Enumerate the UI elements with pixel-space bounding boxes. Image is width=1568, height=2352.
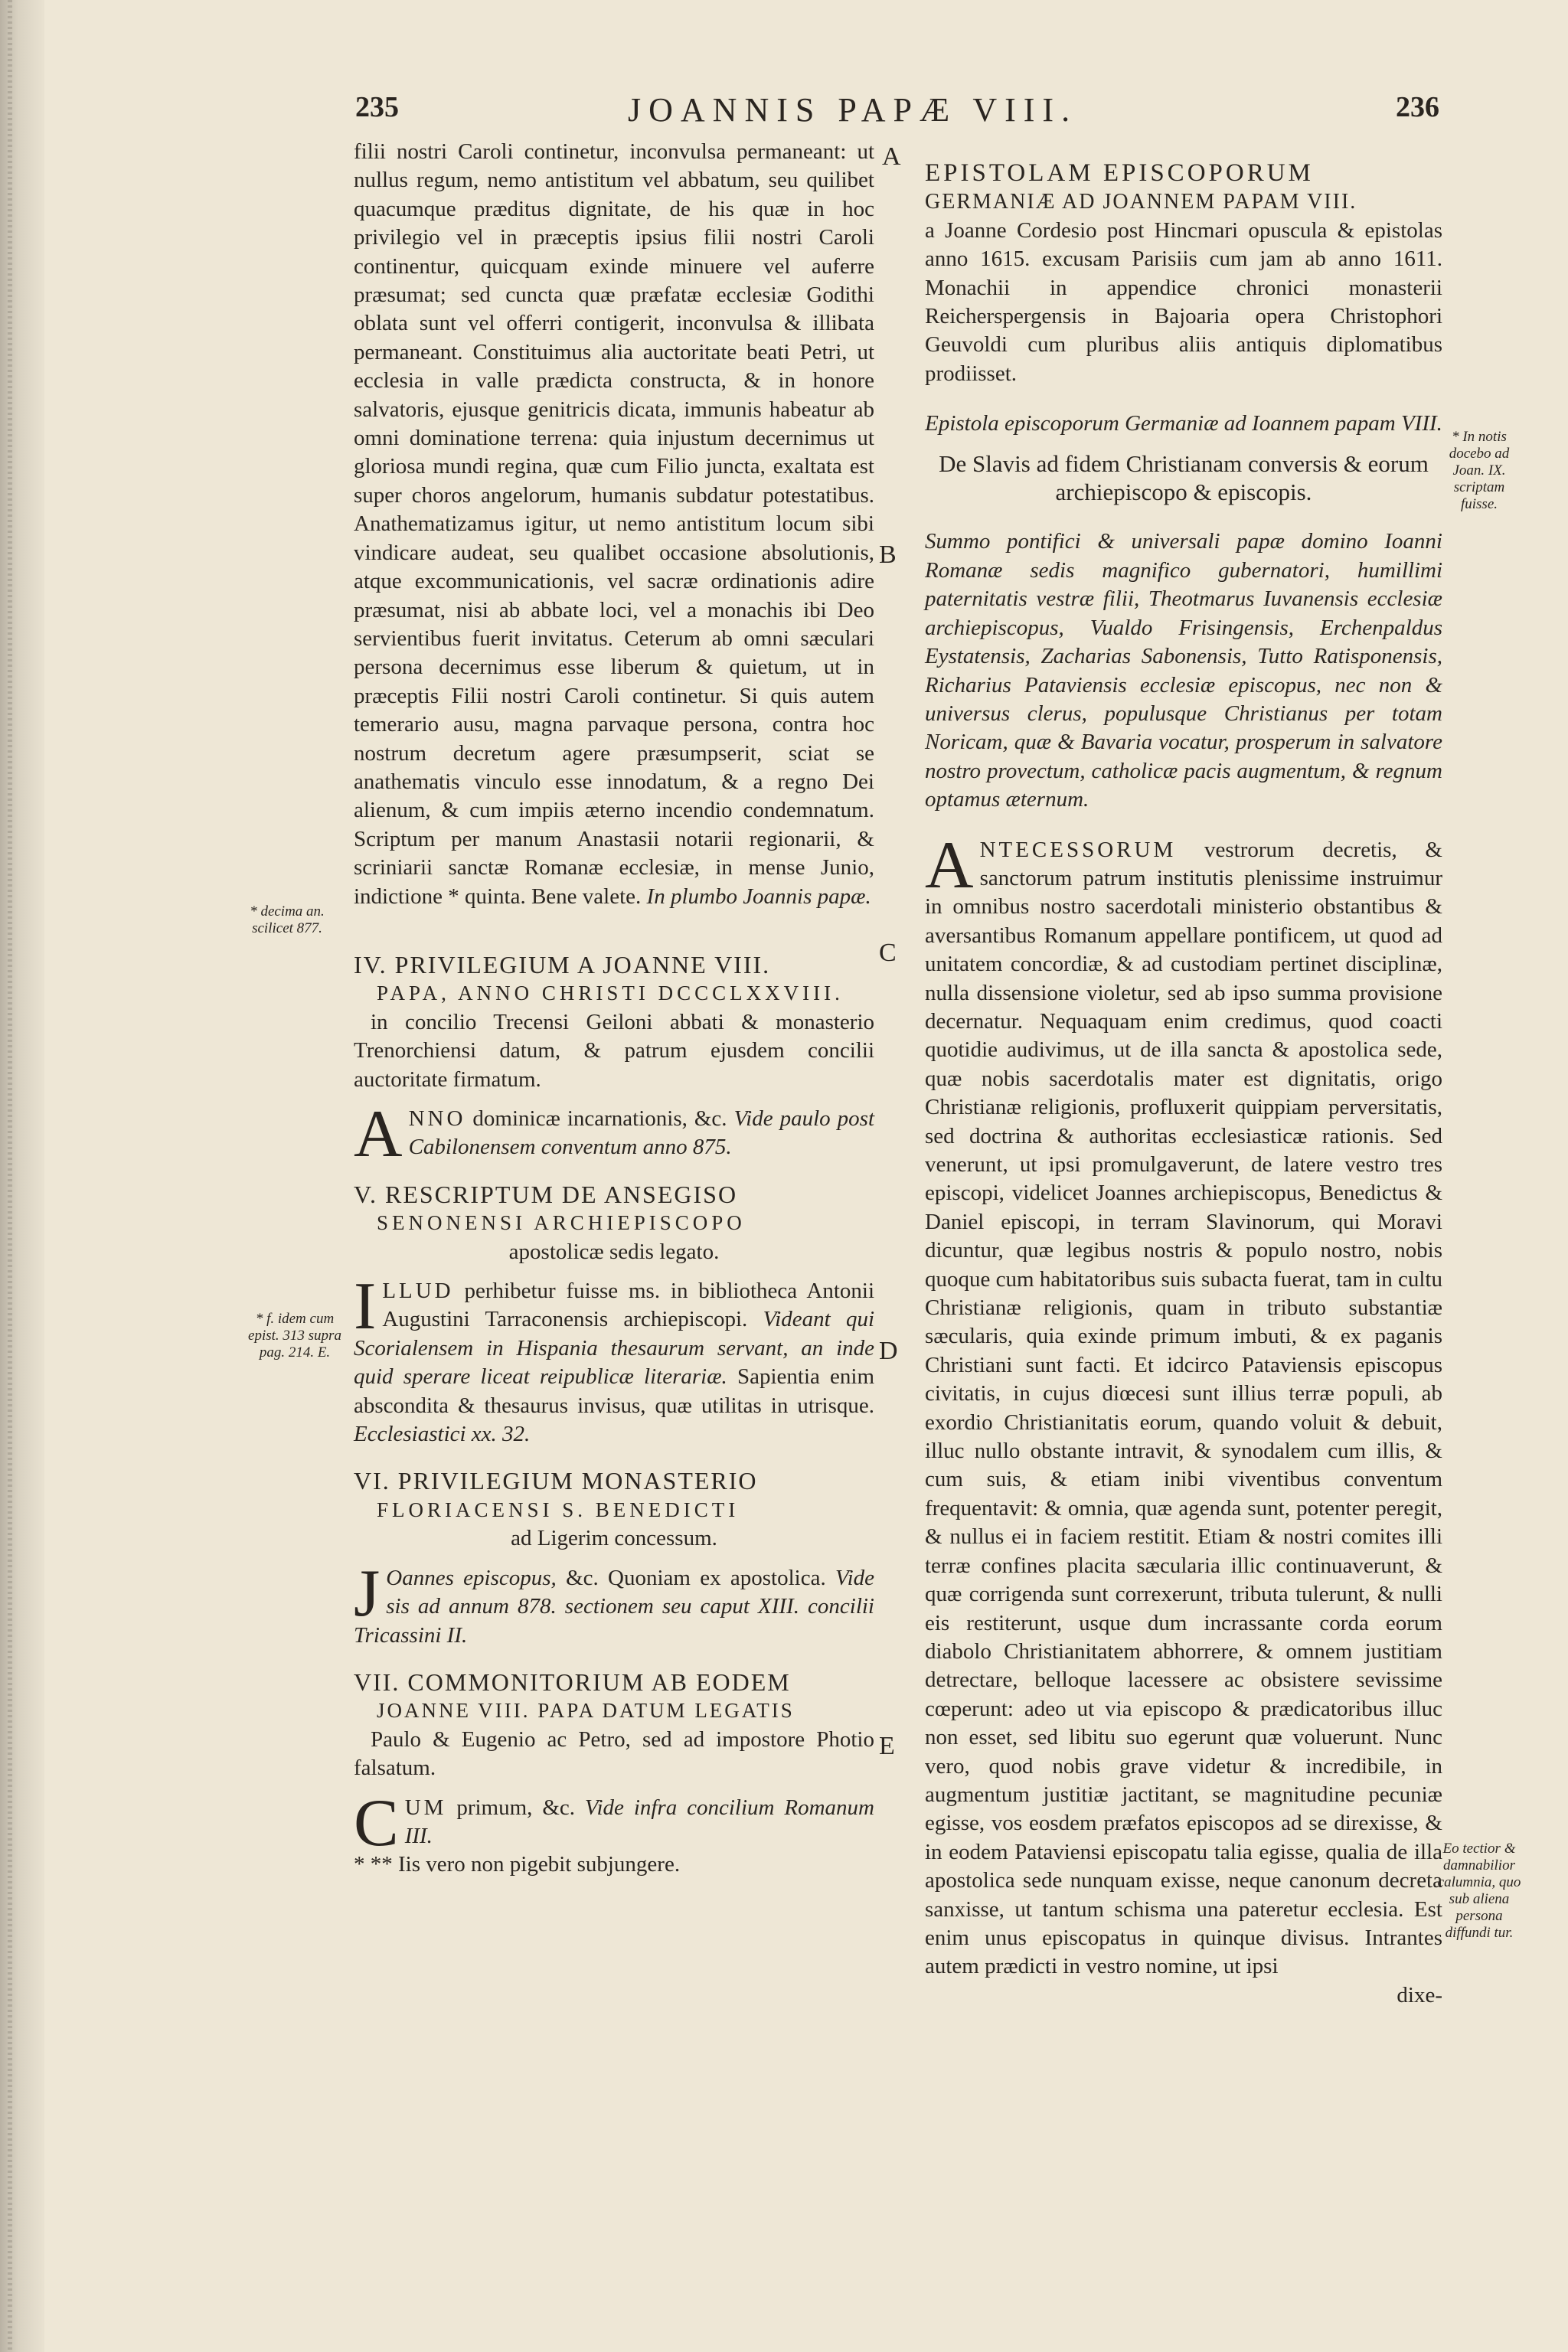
- side-letter-d: D: [879, 1337, 898, 1365]
- page-number-right: 236: [1396, 91, 1439, 123]
- drop-cap-c: C: [354, 1785, 399, 1860]
- running-header: [337, 90, 1439, 136]
- epistle-intro-subheading: GERMANIÆ AD JOANNEM PAPAM VIII.: [925, 190, 1357, 214]
- section-vi-text: J Oannes episcopus, &c. Quoniam ex apostolica. Vide sis ad annum 878. sectionem seu caput XIII. concilii Tricassini II.: [354, 1556, 875, 1648]
- right-column: [925, 159, 1442, 2010]
- drop-cap-i: I: [354, 1269, 377, 1344]
- section-vii-summary: Paulo & Eugenio ac Petro, sed ad impostore Photio falsatum.: [354, 1726, 874, 1781]
- margin-note-right-2: Eo tectior & damnabilior calumnia, quo sub aliena persona diffundi tur.: [1437, 1841, 1521, 1941]
- section-iv-subheading: PAPA, ANNO CHRISTI DCCCLXXVIII.: [377, 982, 844, 1005]
- drop-cap-a-right: A: [925, 828, 974, 903]
- section-iv-summary: in concilio Trecensi Geiloni abbati & monasterio Trenorchiensi datum, & patrum ejusdem concilii auctoritate firmatum.: [354, 1009, 874, 1092]
- epistle-salutation: Summo pontifici & universali papæ domino Ioanni Romanæ sedis magnifico gubernatori, humillimi paternitatis vestræ filii, Theotmarus Iuvanensis ecclesiæ archiepiscopus, Vualdo Frisingensis, Erchenpaldus Eystatensis, Zacharias Sabonensis, Tutto Ratisponensis, Richarius Pataviensis ecclesiæ episcopus, nec non & universus clerus, populusque Christianus per totam Noricam, quæ & Bavaria vocatur, prosperum in salvatore nostro provectum, catholicæ pacis augmentum, & regnum optamus æternum.: [925, 529, 1442, 812]
- side-letter-c: C: [879, 939, 897, 967]
- drop-cap-j: J: [354, 1556, 381, 1631]
- side-letter-e: E: [879, 1732, 895, 1760]
- section-vii-text: CUM primum, &c. Vide infra concilium Romanum III. * ** Iis vero non pigebit subjungere.: [354, 1785, 874, 1877]
- page-number-left: 235: [355, 91, 399, 123]
- section-vii-heading: VII. COMMONITORIUM AB EODEM: [354, 1668, 791, 1696]
- epistle-intro-text: a Joanne Cordesio post Hincmari opuscula & epistolas anno 1615. excusam Parisiis cum jam ab anno 1611. Monachii in appendice chronici monasterii Reicherspergensis in Bajoaria opera Christophori Geuvoldi cum pluribus aliis antiquis diplomatibus prodiisset.: [925, 217, 1442, 386]
- side-letter-b: B: [879, 541, 897, 569]
- margin-note-left-1: * decima an. scilicet 877.: [250, 903, 325, 936]
- margin-note-right-1: * In notis docebo ad Joan. IX. scriptam fuisse.: [1449, 429, 1510, 512]
- page-edge: [0, 0, 44, 2352]
- epistle-intro-heading: EPISTOLAM EPISCOPORUM: [925, 159, 1314, 187]
- catchword: dixe-: [1396, 1982, 1442, 2007]
- section-v-summary: apostolicæ sedis legato.: [508, 1239, 720, 1264]
- drop-cap-a: A: [354, 1097, 403, 1171]
- epistle-title: Epistola episcoporum Germaniæ ad Ioannem papam VIII.: [925, 411, 1442, 436]
- left-column: [354, 138, 874, 1880]
- section-v-text: ILLUD perhibetur fuisse ms. in bibliotheca Antonii Augustini Tarraconensis archiepiscopi. Videant qui Scorialensem in Hispania thesaurum servant, an inde quid sperare liceat reipublicæ literariæ. Sapientia enim abscondita & thesaurus invisus, quæ utilitas in utrisque. Ecclesiastici xx. 32.: [354, 1269, 875, 1447]
- section-vi-summary: ad Ligerim concessum.: [511, 1526, 717, 1551]
- epistle-body: ANTECESSORUM vestrorum decretis, & sanctorum patrum institutis plenissime instruimur in omnibus nostro sacerdotali ministerio obstantibus & aversantibus Romanum appellare pontificem, ut quod ad unitatem concordiæ, & ad custodiam pertinet disciplinæ, nulla dissensione violetur, sed ab ipso summa provisione decernatur. Nequaquam enim credimus, quod coacti quotidie audivimus, ut de illa sancta & apostolica sede, quæ nobis sacerdotalis mater est dignitatis, origo Christianæ religionis, profluxerit quippiam perversitatis, sed doctrina & authoritas ecclesiasticæ rationis. Sed venerunt, ut ipsi promulgaverunt, de latere vestro tres episcopi, videlicet Joannes archiepiscopus, Benedictus & Daniel episcopi, in terram Slavinorum, qui Moravi dicuntur, quæ legibus nostris & populo nostro, nobis quoque cum habitatoribus suis subacta fuerat, tam in cultu Christianæ religionis, quam in tributo substantiæ sæcularis, quia exinde primum imbuti, & ex paganis Christiani sunt facti. Et idcirco Pataviensis episcopus civitatis, in cujus diœcesi sunt illius terræ populi, ab exordio Christianitatis eorum, quando voluit & debuit, illuc nullo obstante intravit, & synodalem cum illis, & cum suis, & etiam inibi viventibus conventum frequentavit: & omnia, quæ agenda sunt, potenter peregit, & nullus ei in faciem restitit. Etiam & nostri comites illi terræ confines placita sæcularia illic continuaverunt, & quæ corrigenda sunt correxerunt, tributa tulerunt, & nulli eis restiterunt, usque dum incrassante corda eorum diabolo Christianitatem abhorrere, & omnem justitiam detrectare, belloque lacessere ac obsistere sevissime cœperunt: adeo ut via episcopo & prædicatoribus illuc non esset, sed libitu suo egerunt quæ voluerunt. Nunc vero, quod nobis grave videtur & incredibile, in augmentum justitiæ jactitant, se magnitudine pecuniæ egisse, vos eosdem præfatos episcopos ad se direxisse, & in eodem Pataviensi episcopatu talia egisse, qualia de illa apostolica sede nunquam exisse, neque canonum decreta sanxisse, ut tantum schisma una pateretur ecclesia. Est enim unus episcopatus in quinque divisus. Intrantes autem prædicti in vestro nomine, ut ipsi: [925, 828, 1442, 1979]
- running-title: JOANNIS PAPÆ VIII.: [628, 91, 1078, 129]
- privilege-text: filii nostri Caroli continetur, inconvulsa permaneant: ut nullus regum, nemo antistitum vel abbatum, seu quilibet quacumque præditus dignitate, de his quæ in hoc privilegio vel in præceptis ipsius filii nostri Caroli continentur, quicquam exinde minuere vel auferre præsumat; sed cuncta quæ præfatæ ecclesiæ Godithi oblata sunt vel offerri contigerit, inconvulsa & illibata permaneant. Constituimus alia auctoritate beati Petri, ut ecclesia in valle prædicta constructa, & in honore salvatoris, ejusque genitricis dicata, immunis habeatur ab omni dominatione terrena: quia injustum decernimus ut gloriosa mundi regina, quæ cum Filio juncta, exaltata est super choros angelorum, humanis subdatur potestatibus. Anathematizamus igitur, ut nemo antistitum locum sibi vindicare audeat, seu qualibet occasione absolutionis, atque excommunicationis, vel sacræ ordinationis adire præsumat, nisi ab abbate loci, vel a monachis ibi Deo servientibus fuerit invitatus. Ceterum ab omni sæculari persona decernimus esse liberum & quietum, ut in præceptis Filii nostri Caroli continetur. Si quis autem temerario ausu, magna parvaque persona, contra hoc nostrum decretum agere præsumpserit, sciat se anathematis vinculo esse innodatum, & a regno Dei alienum, & cum impiis æterno incendio condemnatum. Scriptum per manum Anastasii notarii regionarii, & scriniarii sanctæ Romanæ ecclesiæ, in mense Junio, indictione * quinta. Bene valete. In plumbo Joannis papæ.: [354, 139, 874, 909]
- section-vi-heading: VI. PRIVILEGIUM MONASTERIO: [354, 1467, 758, 1495]
- margin-note-left-2: * f. idem cum epist. 313 supra pag. 214. E.: [248, 1311, 341, 1361]
- section-vi-subheading: FLORIACENSI S. BENEDICTI: [377, 1498, 740, 1521]
- section-vii-subheading: JOANNE VIII. PAPA DATUM LEGATIS: [377, 1699, 795, 1723]
- section-iv-heading: IV. PRIVILEGIUM A JOANNE VIII.: [354, 950, 771, 978]
- section-v-subheading: SENONENSI ARCHIEPISCOPO: [377, 1211, 746, 1235]
- epistle-topic: De Slavis ad fidem Christianam conversis & eorum archiepiscopo & episcopis.: [939, 449, 1429, 506]
- side-letter-a: A: [882, 142, 901, 171]
- section-iv-text: ANNO dominicæ incarnationis, &c. Vide paulo post Cabilonensem conventum anno 875.: [354, 1097, 874, 1171]
- section-v-heading: V. RESCRIPTUM DE ANSEGISO: [354, 1180, 738, 1208]
